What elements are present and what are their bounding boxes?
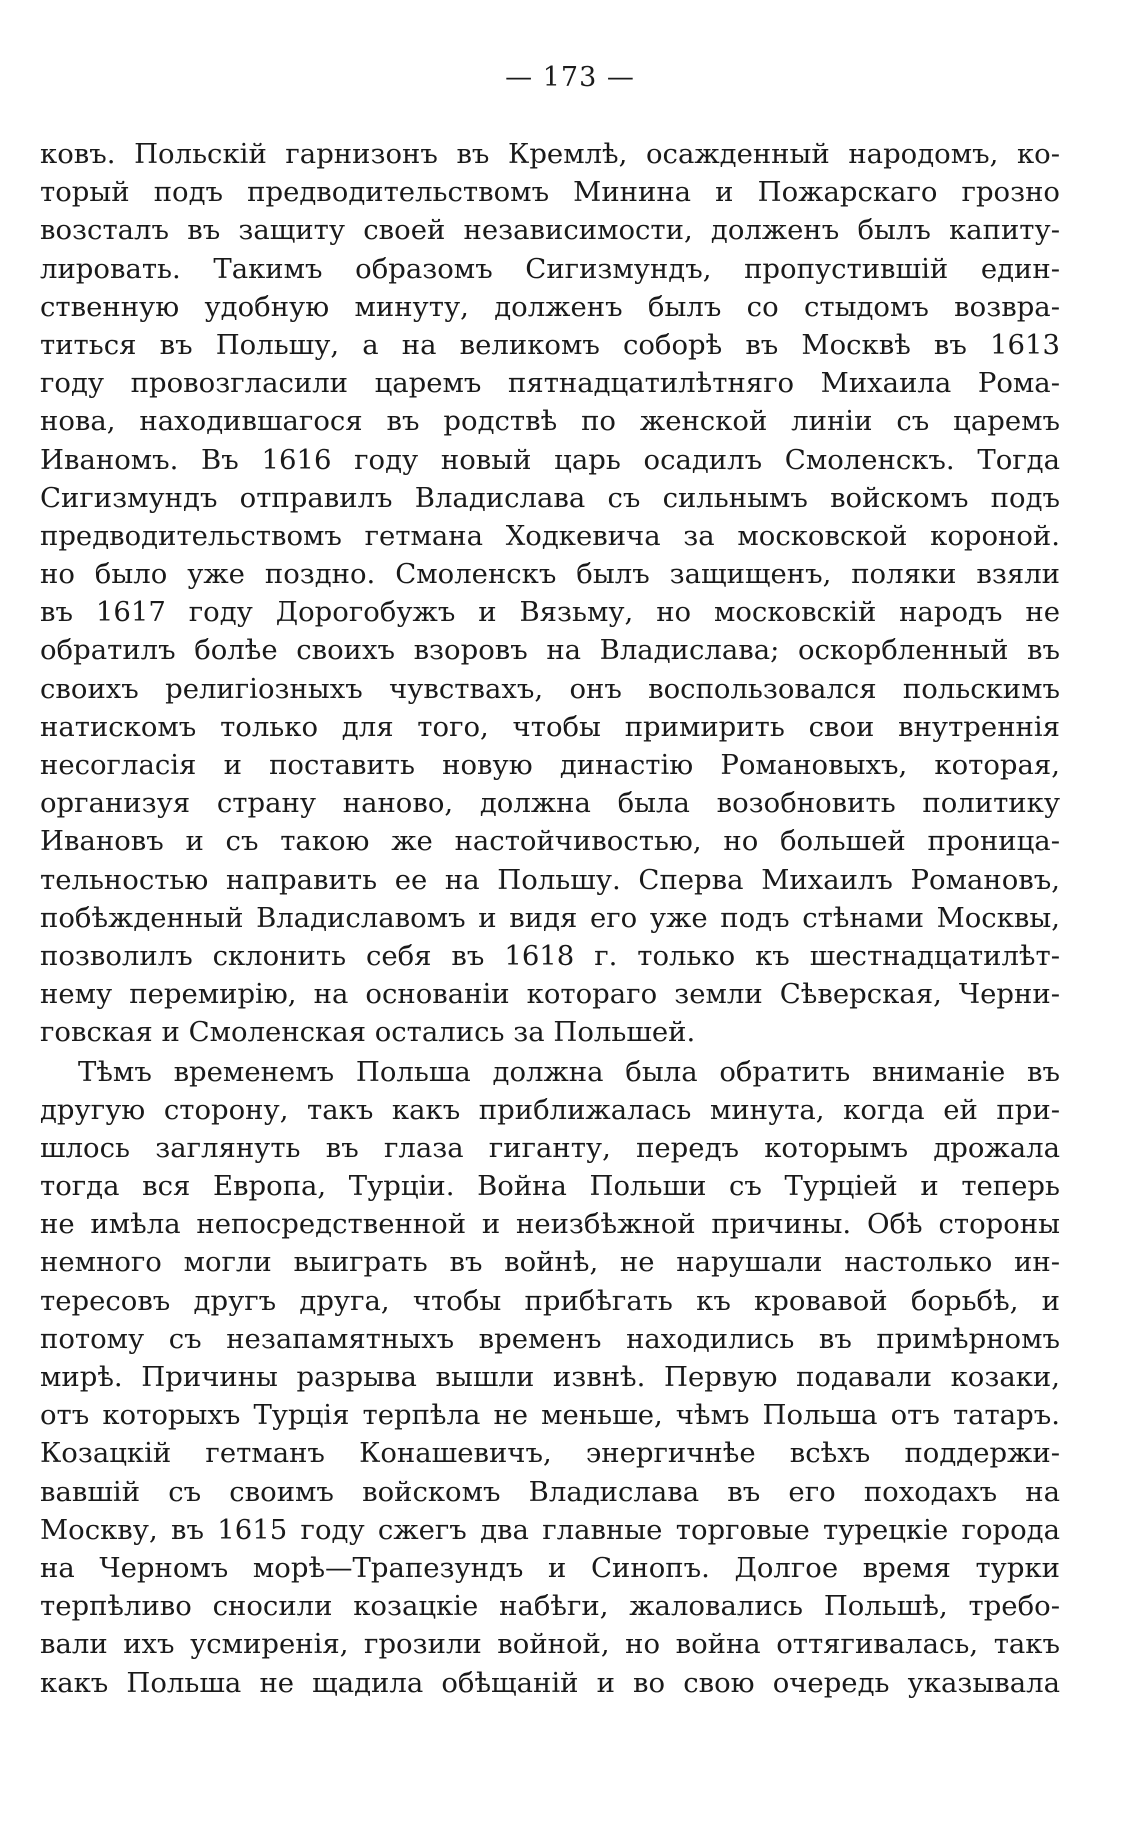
text-line: организуя страну наново, должна была возобновить политику — [40, 787, 1060, 820]
text-line: ковъ. Польскій гарнизонъ въ Кремлѣ, осажденный народомъ, ко- — [40, 138, 1060, 170]
text-line: предводительствомъ гетмана Ходкевича за московской короной. — [40, 519, 1060, 552]
text-line: несогласія и поставить новую династію Романовыхъ, которая, — [40, 749, 1060, 781]
text-line: вавшій съ своимъ войскомъ Владислава въ его походахъ на — [40, 1475, 1060, 1508]
text-line: немного могли выиграть въ войнѣ, не нарушали настолько ин- — [40, 1246, 1060, 1279]
text-line: терпѣливо сносили козацкіе набѣги, жаловались Польшѣ, требо- — [40, 1590, 1060, 1623]
text-line: тересовъ другъ друга, чтобы прибѣгать къ кровавой борьбѣ, и — [40, 1284, 1060, 1317]
paragraph-1 — [40, 135, 1060, 1052]
text-line: Козацкій гетманъ Конашевичъ, энергичнѣе всѣхъ поддержи- — [40, 1437, 1060, 1470]
text-line: шлось заглянуть въ глаза гиганту, передъ которымъ дрожала — [40, 1131, 1060, 1164]
text-line: потому съ незапамятныхъ временъ находились въ примѣрномъ — [40, 1322, 1060, 1355]
text-line: побѣжденный Владиславомъ и видя его уже подъ стѣнами Москвы, — [40, 901, 1060, 934]
text-line: Ивановъ и съ такою же настойчивостью, но большей проница- — [40, 825, 1060, 858]
text-line: возсталъ въ защиту своей независимости, долженъ былъ капиту- — [40, 214, 1060, 247]
text-line: тогда вся Европа, Турціи. Война Польши съ Турціей и теперь — [40, 1170, 1060, 1203]
text-line: своихъ религіозныхъ чувствахъ, онъ воспользовался польскимъ — [40, 672, 1060, 705]
text-line: тельностью направить ее на Польшу. Сперва Михаилъ Романовъ, — [40, 863, 1060, 896]
text-line: нова, находившагося въ родствѣ по женской линіи съ царемъ — [40, 405, 1060, 438]
text-line: мирѣ. Причины разрыва вышли извнѣ. Первую подавали козаки, — [40, 1361, 1060, 1393]
text-line: Иваномъ. Въ 1616 году новый царь осадилъ Смоленскъ. Тогда — [40, 443, 1060, 476]
text-line: Москву, въ 1615 году сжегъ два главные торговые турецкіе города — [40, 1513, 1060, 1546]
text-line: Сигизмундъ отправилъ Владислава съ сильнымъ войскомъ подъ — [40, 481, 1060, 514]
text-line: нему перемирію, на основаніи котораго земли Сѣверская, Черни- — [40, 978, 1060, 1011]
text-line: какъ Польша не щадила обѣщаній и во свою очередь указывала — [40, 1666, 1060, 1699]
text-line: вали ихъ усмиренія, грозили войной, но война оттягивалась, такъ — [40, 1628, 1060, 1661]
page-number: — 173 — — [505, 62, 635, 93]
page-body-text — [40, 135, 1060, 1702]
text-line: ственную удобную минуту, долженъ былъ со стыдомъ возвра- — [40, 290, 1060, 323]
text-line: Тѣмъ временемъ Польша должна была обратить вниманіе въ — [78, 1055, 1060, 1088]
text-line: не имѣла непосредственной и неизбѣжной причины. Обѣ стороны — [40, 1208, 1060, 1241]
paragraph-2 — [40, 1053, 1060, 1702]
text-line: отъ которыхъ Турція терпѣла не меньше, чѣмъ Польша отъ татаръ. — [40, 1399, 1060, 1432]
text-line: году провозгласили царемъ пятнадцатилѣтняго Михаила Рома- — [40, 367, 1060, 400]
text-line: торый подъ предводительствомъ Минина и Пожарскаго грозно — [40, 176, 1060, 209]
text-line: говская и Смоленская остались за Польшей. — [40, 1016, 696, 1049]
text-line: позволилъ склонить себя въ 1618 г. только къ шестнадцатилѣт- — [40, 939, 1060, 972]
text-line: другую сторону, такъ какъ приближалась минута, когда ей при- — [40, 1093, 1060, 1126]
text-line: обратилъ болѣе своихъ взоровъ на Владислава; оскорбленный въ — [40, 634, 1060, 667]
text-line: натискомъ только для того, чтобы примирить свои внутреннія — [40, 710, 1060, 743]
text-line: но было уже поздно. Смоленскъ былъ защищенъ, поляки взяли — [40, 558, 1060, 591]
text-line: на Черномъ морѣ—Трапезундъ и Синопъ. Долгое время турки — [40, 1551, 1060, 1584]
text-line: въ 1617 году Дорогобужъ и Вязьму, но московскій народъ не — [40, 596, 1060, 629]
text-line: лировать. Такимъ образомъ Сигизмундъ, пропустившій един- — [40, 252, 1060, 285]
text-line: титься въ Польшу, а на великомъ соборѣ въ Москвѣ въ 1613 — [40, 328, 1060, 361]
